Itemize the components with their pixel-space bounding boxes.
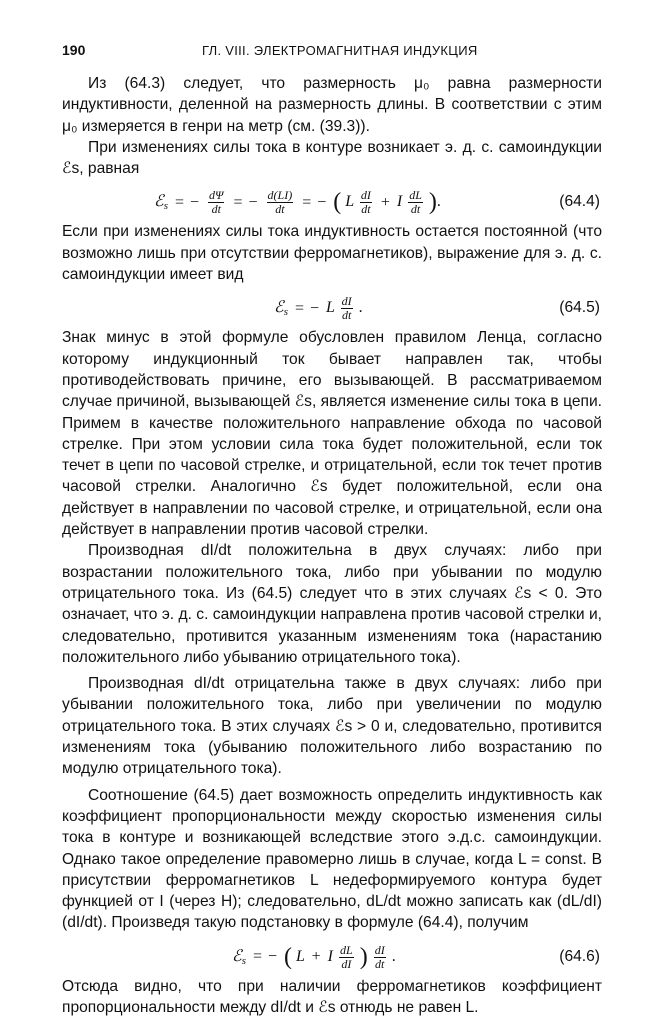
equation-64-5: ℰ$_s$ = − L $\frac{dI}{dt}$ . (64.5) <box>274 294 600 323</box>
fraction: $\frac{dI}{dt}$ <box>341 294 352 323</box>
running-header <box>62 42 602 62</box>
equation-number: (64.4) <box>559 193 600 211</box>
paragraph-7: Соотношение (64.5) дает возможность определить индуктивность как коэффициент пропорциональности между скоростью изменения силы тока в контуре и возникающей вследствие этого э.д.с. самоиндукции. Однако такое определение правомерно лишь в случае, когда L = const. В присутствии ферромагнетиков L недеформируемого контура будет функцией от I (через H); следовательно, dL/dt можно записать как (dL/dI)(dI/dt). Произведя такую подстановку в формуле (64.4), получим <box>62 786 602 932</box>
fraction: $\frac{d(LI)}{dt}$ <box>267 188 293 217</box>
paragraph-3: Если при изменениях силы тока индуктивность остается постоянной (что возможно лишь при отсутствии ферромагнетиков), выражение для э. д. с. самоиндукции имеет вид <box>62 223 602 284</box>
paragraph-6: Производная dI/dt отрицательна также в двух случаях: либо при убывании положительного тока, либо при увеличении по модулю отрицательного тока. В этих случаях ℰs > 0 и, следовательно, противится изменениям тока (убыванию положительного либо возрастанию по модулю отрицательного тока). <box>62 675 602 778</box>
emf-symbol: ℰ <box>154 193 164 211</box>
equation-number: (64.6) <box>559 947 600 965</box>
page-number: 190 <box>62 42 86 58</box>
equation-64-6: ℰ$_s$ = − ( L + I $\frac{dL}{dI}$ ) $\frac{dI}{dt}$ . (64.6) <box>232 942 600 971</box>
fraction: $\frac{d\Psi}{dt}$ <box>209 188 224 217</box>
paragraph-5: Производная dI/dt положительна в двух случаях: либо при возрастании положительного тока, либо при убывании по модулю отрицательного тока. Из (64.5) следует что в этих случаях ℰs < 0. Это означает, что э. д. с. самоиндукции направлена против часовой стрелки и, следовательно, противится указанным изменениям тока (нарастанию положительного либо убыванию отрицательного тока). <box>62 542 602 666</box>
fraction: $\frac{dI}{dt}$ <box>374 942 385 971</box>
paragraph-8: Отсюда видно, что при наличии ферромагнетиков коэффициент пропорциональности между dI/dt и ℰs отнюдь не равен L. <box>62 977 602 1016</box>
fraction: $\frac{dL}{dI}$ <box>340 942 353 971</box>
equation-64-4: ℰ$_s$ = − $\frac{d\Psi}{dt}$ = − $\frac{d(LI)}{dt}$ = − ( L $\frac{dI}{dt}$ + I $\frac{dL}{dt}$ ). (64.4) <box>154 188 600 217</box>
fraction: $\frac{dL}{dt}$ <box>409 188 422 217</box>
equation-number: (64.5) <box>559 299 600 317</box>
paragraph-2: При изменениях силы тока в контуре возникает э. д. с. самоиндукции ℰs, равная <box>62 138 602 178</box>
paragraph-4: Знак минус в этой формуле обусловлен правилом Ленца, согласно которому индукционный ток бывает направлен так, чтобы противодействовать причине, его вызывающей. В рассматриваемом случае причиной, вызывающей ℰs, является изменение силы тока в цепи. Примем в качестве положительного направление обхода по часовой стрелке. При этом условии сила тока будет положительной, если ток течет в цепи по часовой стрелке, и отрицательной, если ток течет против часовой стрелки. Аналогично ℰs будет положительной, если она действует в направлении по часовой стрелке, и отрицательной, если она действует в направлении против часовой стрелки. <box>62 329 602 539</box>
paragraph-1: Из (64.3) следует, что размерность μ₀ равна размерности индуктивности, деленной на размерность длины. В соответствии с этим μ₀ измеряется в генри на метр (см. (39.3)). <box>62 75 602 135</box>
fraction: $\frac{dI}{dt}$ <box>360 188 371 217</box>
chapter-title: ГЛ. VIII. ЭЛЕКТРОМАГНИТНАЯ ИНДУКЦИЯ <box>202 43 478 58</box>
body-text <box>62 73 602 1018</box>
